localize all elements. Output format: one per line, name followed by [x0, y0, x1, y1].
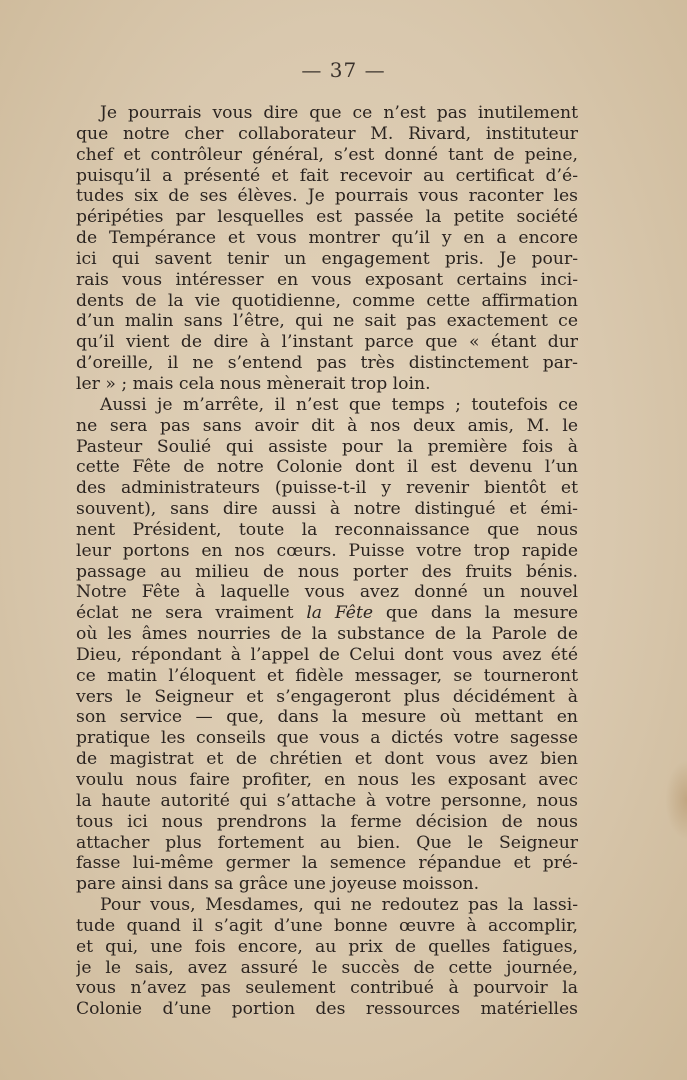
text-line: Dieu, répondant à l’appel de Celui dont vous avez été [76, 644, 578, 665]
text-line: ne sera pas sans avoir dit à nos deux amis, M. le [76, 415, 578, 436]
text-line: puisqu’il a présenté et fait recevoir au certificat d’é- [76, 165, 578, 186]
text-line: et qui, une fois encore, au prix de quelles fatigues, [76, 936, 578, 957]
body-text [76, 103, 578, 1020]
text-line: d’un malin sans l’être, qui ne sait pas exactement ce [76, 311, 578, 332]
text-line: cette Fête de notre Colonie dont il est devenu l’un [76, 457, 578, 478]
text-line: ler » ; mais cela nous mènerait trop loin. [76, 373, 431, 394]
text-line: souvent), sans dire aussi à notre distingué et émi- [76, 499, 578, 520]
text-line: que notre cher collaborateur M. Rivard, instituteur [76, 123, 578, 144]
text-line: tudes six de ses élèves. Je pourrais vous raconter les [76, 186, 578, 207]
text-line: chef et contrôleur général, s’est donné tant de peine, [76, 144, 578, 165]
text-line: péripéties par lesquelles est passée la petite société [76, 207, 578, 228]
text-line: la haute autorité qui s’attache à votre personne, nous [76, 790, 578, 811]
text-line: nent Président, toute la reconnaissance que nous [76, 519, 578, 540]
text-line: Je pourrais vous dire que ce n’est pas inutilement [100, 103, 578, 123]
text-line: je le sais, avez assuré le succès de cette journée, [76, 957, 578, 978]
text-line: passage au milieu de nous porter des fruits bénis. [76, 561, 578, 582]
text-line: des administrateurs (puisse-t-il y revenir bientôt et [76, 478, 578, 499]
text-line: rais vous intéresser en vous exposant certains inci- [76, 269, 578, 290]
text-line: leur portons en nos cœurs. Puisse votre trop rapide [76, 540, 578, 561]
text-line: attacher plus fortement au bien. Que le Seigneur [76, 832, 578, 853]
italic-phrase: la Fête [306, 603, 374, 624]
text-line: de Tempérance et vous montrer qu’il y en a encore [76, 228, 578, 249]
text-line: son service — que, dans la mesure où mettant en [76, 707, 578, 728]
text-line: ce matin l’éloquent et fidèle messager, se tourneront [76, 665, 578, 686]
text-line: vous n’avez pas seulement contribué à pourvoir la [76, 978, 578, 999]
text-line: Aussi je m’arrête, il n’est que temps ; toutefois ce [100, 394, 578, 415]
text-line: voulu nous faire profiter, en nous les exposant avec [76, 770, 578, 790]
text-line: de magistrat et de chrétien et dont vous avez bien [76, 749, 578, 770]
paper-stain [665, 760, 687, 840]
text-line: fasse lui-même germer la semence répandue et pré- [76, 853, 578, 874]
text-line: qu’il vient de dire à l’instant parce que « étant dur [76, 332, 578, 353]
text-line: éclat ne sera vraiment la Fête que dans la mesure [76, 603, 578, 624]
text-line: Pasteur Soulié qui assiste pour la première fois à [76, 436, 578, 457]
text-line: où les âmes nourries de la substance de la Parole de [76, 624, 578, 645]
text-line: vers le Seigneur et s’engageront plus décidément à [76, 686, 578, 707]
text-line: Notre Fête à laquelle vous avez donné un nouvel [76, 582, 578, 603]
text-line: ici qui savent tenir un engagement pris. Je pour- [76, 248, 578, 269]
page-number: — 37 — [301, 58, 386, 82]
text-line: Colonie d’une portion des ressources matérielles [76, 999, 578, 1020]
text-line: pratique les conseils que vous a dictés votre sagesse [76, 728, 578, 749]
text-line: Pour vous, Mesdames, qui ne redoutez pas la lassi- [100, 895, 578, 916]
text-line: tous ici nous prendrons la ferme décision de nous [76, 811, 578, 832]
text-line: tude quand il s’agit d’une bonne œuvre à accomplir, [76, 915, 578, 936]
text-line: d’oreille, il ne s’entend pas très distinctement par- [76, 353, 578, 374]
text-line: pare ainsi dans sa grâce une joyeuse moisson. [76, 874, 480, 895]
text-line: dents de la vie quotidienne, comme cette affirmation [76, 290, 578, 311]
